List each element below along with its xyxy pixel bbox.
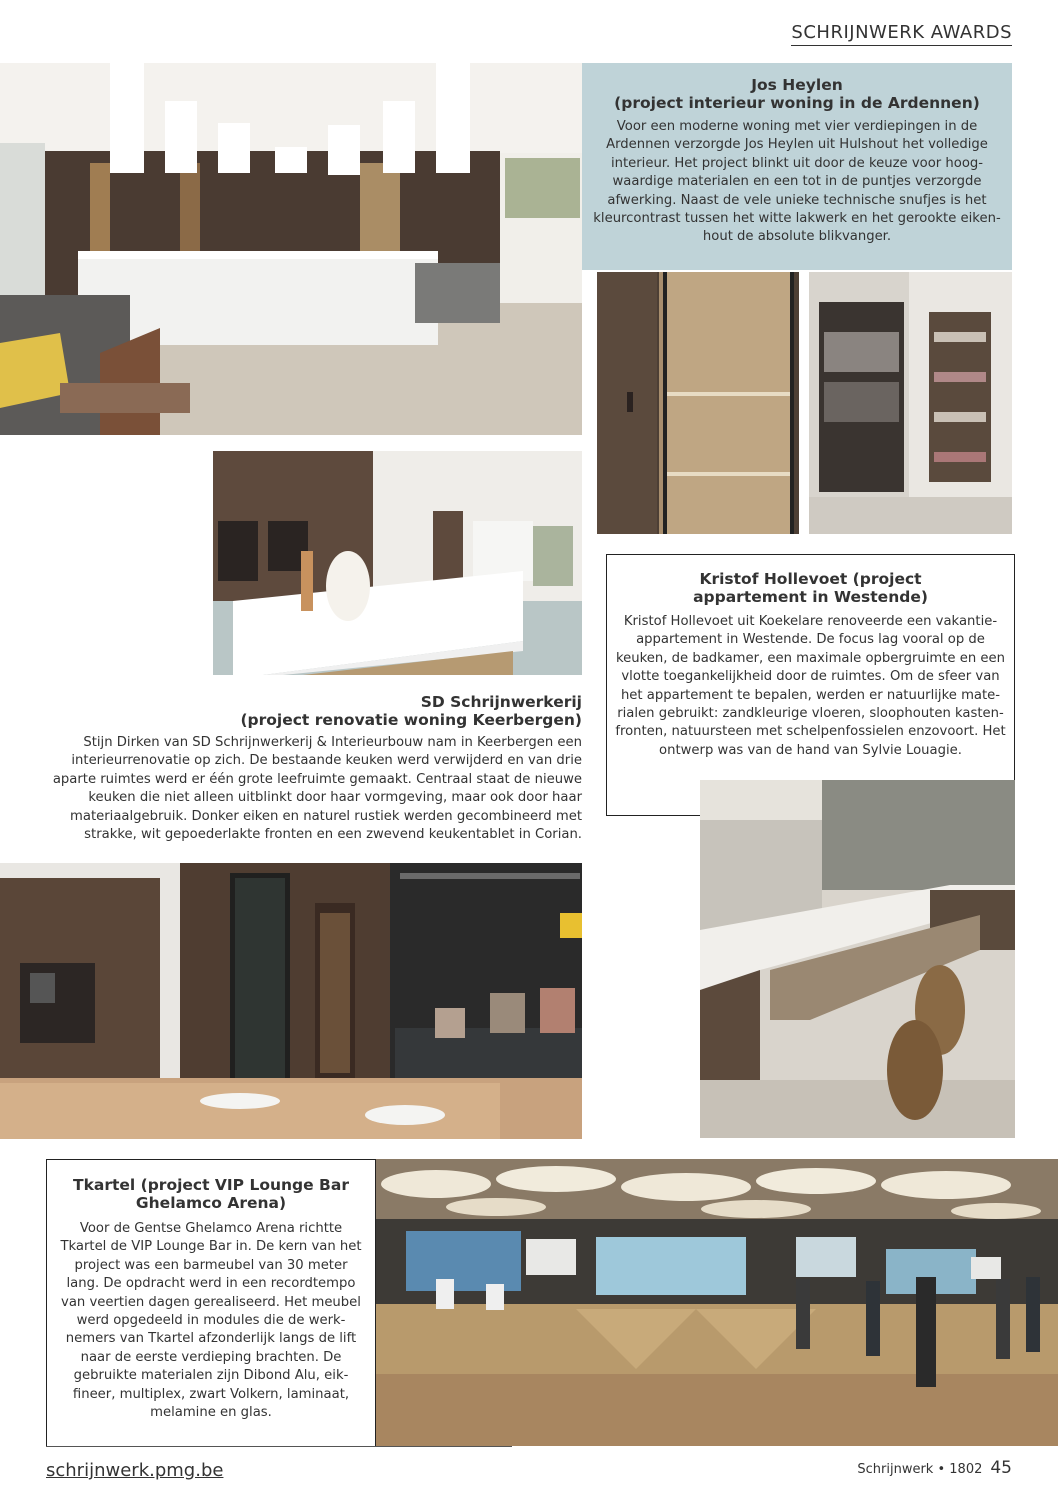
jos-heylen-subtitle: (project interieur woning in de Ardennen) bbox=[614, 94, 980, 112]
footer-rule bbox=[46, 1446, 512, 1447]
tkartel-box bbox=[46, 1159, 376, 1447]
text-line: gebruikte materialen zijn Dibond Alu, eik- bbox=[73, 1368, 349, 1384]
text-line: vlotte toegankelijkheid door de ruimtes. Om de sfeer van bbox=[621, 669, 1000, 685]
text-line: ontwerp was van de hand van Sylvie Louagie. bbox=[659, 742, 962, 758]
text-line: lang. De opdracht werd in een recordtempo bbox=[66, 1276, 356, 1292]
jos-heylen-panel bbox=[582, 63, 1012, 270]
photo-kitchen-ardennen bbox=[0, 63, 582, 435]
text-line: interieur. Het project blinkt uit door de keuze voor hoog- bbox=[610, 155, 984, 171]
text-line: appartement in Westende. De focus lag vooral op de bbox=[636, 632, 985, 648]
tkartel-subtitle: Ghelamco Arena) bbox=[135, 1194, 287, 1212]
text-line: Ardennen verzorgde Jos Heylen uit Hulshout het volledige bbox=[606, 137, 988, 153]
photo-vip-lounge-bar bbox=[376, 1159, 1058, 1446]
text-line: werd opgedeeld in modules die de werk- bbox=[76, 1313, 346, 1329]
text-line: keuken die niet alleen uitblinkt door haar vormgeving, maar ook door haar bbox=[88, 790, 582, 806]
kristof-subtitle: appartement in Westende) bbox=[693, 588, 928, 606]
text-line: aparte ruimtes werd er één grote leefruimte gemaakt. Centraal staat de nieuwe bbox=[52, 771, 582, 787]
sd-body bbox=[40, 734, 582, 844]
jos-heylen-title: Jos Heylen bbox=[751, 76, 843, 94]
page-number: 45 bbox=[990, 1458, 1012, 1478]
tkartel-title: Tkartel (project VIP Lounge Bar bbox=[73, 1176, 349, 1194]
section-title: SCHRIJNWERK AWARDS bbox=[791, 22, 1012, 46]
text-line: interieurrenovatie op zich. De bestaande keuken werd verwijderd en van drie bbox=[71, 753, 582, 769]
footer-page-info bbox=[857, 1458, 1012, 1478]
text-line: Tkartel de VIP Lounge Bar in. De kern van het bbox=[60, 1239, 362, 1255]
photo-kitchen-keerbergen bbox=[213, 451, 582, 675]
photo-kitchen-westende bbox=[700, 780, 1015, 1138]
sd-title: SD Schrijnwerkerij bbox=[420, 693, 582, 711]
text-line: het appartement te bepalen, werden er natuurlijke mate- bbox=[620, 687, 1001, 703]
text-line: strakke, wit gepoederlakte fronten en een zwevend keukentablet in Corian. bbox=[84, 827, 582, 843]
sd-subtitle: (project renovatie woning Keerbergen) bbox=[240, 711, 582, 729]
text-line: project was een barmeubel van 30 meter bbox=[74, 1257, 348, 1273]
kristof-title: Kristof Hollevoet (project bbox=[699, 570, 922, 588]
text-line: van veertien dagen gerealiseerd. Het meubel bbox=[61, 1294, 361, 1310]
text-line: keuken, de badkamer, een maximale opbergruimte en een bbox=[616, 650, 1005, 666]
photo-wardrobe bbox=[809, 272, 1012, 534]
tkartel-body bbox=[47, 1220, 375, 1422]
text-line: Stijn Dirken van SD Schrijnwerkerij & Interieurbouw nam in Keerbergen een bbox=[83, 735, 582, 750]
text-line: fronten, natuursteen met schelpenfossielen enzovoort. Het bbox=[615, 724, 1006, 740]
text-line: melamine en glas. bbox=[150, 1405, 272, 1421]
footer-website-link[interactable]: schrijnwerk.pmg.be bbox=[46, 1460, 224, 1481]
photo-glass-cabinet bbox=[597, 272, 799, 534]
text-line: rialen gebruikt: zandkleurige vloeren, sloophouten kasten- bbox=[617, 706, 1004, 722]
text-line: fineer, multiplex, zwart Volkern, laminaat, bbox=[72, 1386, 350, 1402]
text-line: hout de absolute blikvanger. bbox=[702, 229, 892, 245]
text-line: afwerking. Naast de vele unieke technische snufjes is het bbox=[607, 192, 987, 208]
magazine-issue: Schrijnwerk • 1802 bbox=[857, 1462, 983, 1477]
text-line: Kristof Hollevoet uit Koekelare renoveerde een vakantie- bbox=[623, 614, 998, 629]
kristof-body bbox=[607, 613, 1014, 760]
photo-coffee-bar bbox=[0, 863, 582, 1139]
text-line: nemers van Tkartel afzonderlijk langs de lift bbox=[65, 1331, 357, 1347]
sd-schrijnwerkerij-caption bbox=[40, 693, 582, 844]
text-line: kleurcontrast tussen het witte lakwerk en het gerookte eiken- bbox=[593, 211, 1001, 227]
jos-heylen-body bbox=[582, 118, 1012, 247]
text-line: waardige materialen en een tot in de puntjes verzorgde bbox=[612, 174, 982, 190]
text-line: Voor een moderne woning met vier verdiepingen in de bbox=[616, 119, 978, 134]
text-line: naar de eerste verdieping brachten. De bbox=[80, 1349, 342, 1365]
text-line: materiaalgebruik. Donker eiken en naturel rustiek werden gecombineerd met bbox=[70, 808, 582, 824]
kristof-hollevoet-box bbox=[606, 554, 1015, 816]
text-line: Voor de Gentse Ghelamco Arena richtte bbox=[79, 1221, 343, 1236]
